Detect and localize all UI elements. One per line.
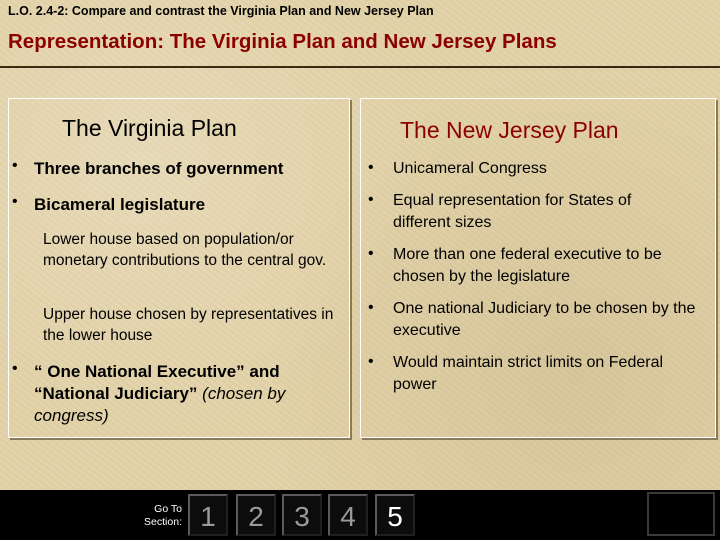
section-4-button[interactable]: 4 [328,494,368,536]
vp-item-executive-judiciary [34,361,340,427]
nav-corner-box[interactable] [647,492,715,536]
bullet-icon: • [368,299,374,316]
goto-section-label: Go To Section: [144,503,182,528]
vp-item-bicameral: Bicameral legislature [34,195,206,214]
section-3-button[interactable]: 3 [282,494,322,536]
bullet-icon: • [368,191,374,208]
vp-item-three-branches: Three branches of government [34,159,284,178]
title-divider [0,66,720,68]
new-jersey-plan-heading: The New Jersey Plan [400,117,619,143]
bullet-icon: • [12,360,18,377]
nj-item-national-judiciary: One national Judiciary to be chosen by the executive [393,300,696,339]
nj-item-federal-limits: Would maintain strict limits on Federal power [393,354,664,393]
nj-item-unicameral: Unicameral Congress [393,160,547,177]
bullet-icon: • [368,159,374,176]
vp-sub-lower-house: Lower house based on population/or monetary contributions to the central gov. [43,231,327,269]
nj-item-equal-representation: Equal representation for States of different sizes [393,192,632,231]
section-5-button[interactable]: 5 [375,494,415,536]
virginia-plan-heading: The Virginia Plan [62,115,237,141]
vp-sub-upper-house: Upper house chosen by representatives in the lower house [43,306,334,344]
bullet-icon: • [12,193,18,210]
bullet-icon: • [12,157,18,174]
vp-exec-italic-text: (chosen by congress) [34,384,286,425]
section-2-button[interactable]: 2 [236,494,276,536]
bullet-icon: • [368,353,374,370]
section-1-button[interactable]: 1 [188,494,228,536]
bullet-icon: • [368,245,374,262]
slide-title: Representation: The Virginia Plan and New Jersey Plans [8,30,557,53]
nj-item-federal-executive: More than one federal executive to be chosen by the legislature [393,246,662,285]
learning-objective: L.O. 2.4-2: Compare and contrast the Virginia Plan and New Jersey Plan [8,4,434,18]
vp-exec-bold-text: “ One National Executive” and “National Judiciary” [34,362,280,403]
